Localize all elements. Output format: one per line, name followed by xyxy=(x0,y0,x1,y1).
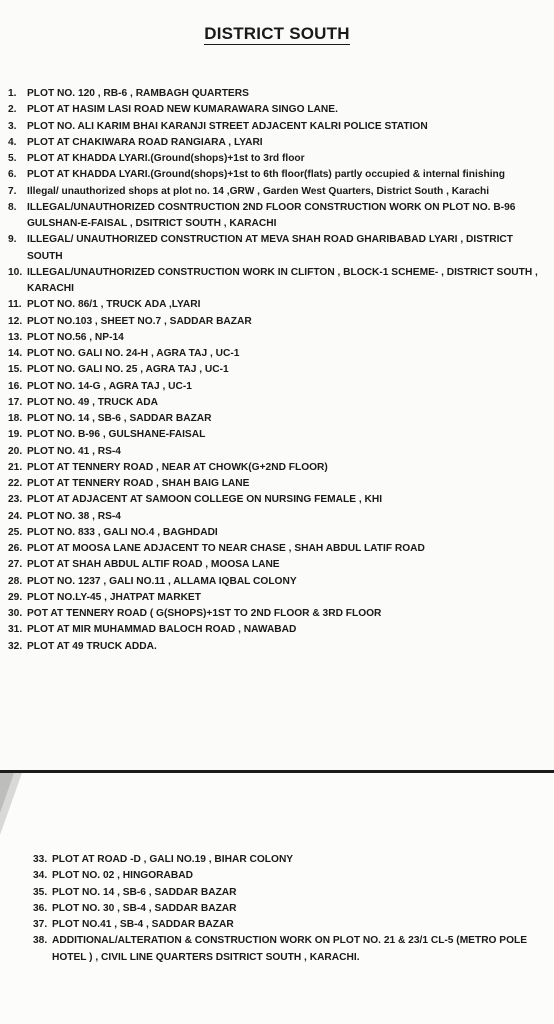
list-item xyxy=(8,200,548,233)
list-item xyxy=(8,574,548,590)
item-text: PLOT AT TENNERY ROAD , SHAH BAIG LANE xyxy=(27,478,250,489)
item-number: 22. xyxy=(8,478,23,489)
item-text: PLOT AT ADJACENT AT SAMOON COLLEGE ON NURSING FEMALE , KHI xyxy=(27,494,383,506)
list-item xyxy=(33,901,549,917)
item-text: ILLEGAL/UNAUTHORIZED COSNTRUCTION 2ND FLOOR CONSTRUCTION WORK ON PLOT NO. B-96 GULSHAN-E-FAISAL , DSITRICT SOUTH , KARACHI xyxy=(27,201,516,229)
item-number: 30. xyxy=(8,608,23,619)
list-item xyxy=(8,314,548,330)
item-number: 5. xyxy=(8,153,17,164)
item-text: PLOT NO. 14-G , AGRA TAJ , UC-1 xyxy=(27,380,192,392)
item-text: PLOT NO.103 , SHEET NO.7 , SADDAR BAZAR xyxy=(27,315,252,327)
item-number: 4. xyxy=(8,136,17,148)
item-text: PLOT NO.41 , SB-4 , SADDAR BAZAR xyxy=(52,919,234,930)
item-text: PLOT AT SHAH ABDUL ALTIF ROAD , MOOSA LANE xyxy=(27,559,280,571)
list-item xyxy=(8,232,548,265)
list-item xyxy=(8,525,548,541)
list-item xyxy=(8,151,548,167)
item-text: PLOT NO. GALI NO. 24-H , AGRA TAJ , UC-1 xyxy=(27,348,240,359)
item-number: 15. xyxy=(8,364,23,376)
item-number: 25. xyxy=(8,526,23,538)
item-number: 6. xyxy=(8,169,17,181)
item-text: PLOT NO. 14 , SB-6 , SADDAR BAZAR xyxy=(52,886,237,898)
item-text: PLOT AT 49 TRUCK ADDA. xyxy=(27,640,157,652)
item-number: 2. xyxy=(8,104,17,116)
list-item xyxy=(8,622,548,638)
page-title-text: DISTRICT SOUTH xyxy=(204,24,350,43)
plot-list-page-1 xyxy=(8,86,548,655)
list-item xyxy=(8,135,548,151)
item-text: PLOT NO. 86/1 , TRUCK ADA ,LYARI xyxy=(27,299,201,311)
item-text: PLOT NO. ALI KARIM BHAI KARANJI STREET ADJACENT KALRI POLICE STATION xyxy=(27,120,428,132)
item-text: PLOT NO. 30 , SB-4 , SADDAR BAZAR xyxy=(52,902,237,914)
item-number: 33. xyxy=(33,854,48,865)
item-number: 24. xyxy=(8,510,23,522)
list-item xyxy=(8,102,548,118)
list-item xyxy=(8,330,548,346)
list-item xyxy=(8,476,548,492)
item-text: PLOT NO.LY-45 , JHATPAT MARKET xyxy=(27,591,201,603)
item-number: 1. xyxy=(8,88,17,99)
item-number: 7. xyxy=(8,185,17,197)
item-number: 35. xyxy=(33,886,48,898)
item-text: PLOT NO. 49 , TRUCK ADA xyxy=(27,396,158,408)
list-item xyxy=(8,379,548,395)
item-number: 21. xyxy=(8,461,23,473)
item-number: 32. xyxy=(8,640,23,652)
list-item xyxy=(8,444,548,460)
item-number: 14. xyxy=(8,348,23,359)
item-text: POT AT TENNERY ROAD ( G(SHOPS)+1ST TO 2ND FLOOR & 3RD FLOOR xyxy=(27,608,382,619)
list-item xyxy=(8,297,548,313)
item-text: Illegal/ unauthorized shops at plot no. 14 ,GRW , Garden West Quarters, District South , Karachi xyxy=(27,185,490,197)
plot-list-page-2 xyxy=(33,852,549,966)
list-item xyxy=(8,167,548,183)
item-text: PLOT AT ROAD -D , GALI NO.19 , BIHAR COLONY xyxy=(52,854,294,865)
item-text: PLOT AT HASIM LASI ROAD NEW KUMARAWARA SINGO LANE. xyxy=(27,104,338,116)
item-text: PLOT AT KHADDA LYARI.(Ground(shops)+1st to 6th floor(flats) partly occupied & internal finishing xyxy=(27,169,505,181)
list-item xyxy=(8,557,548,573)
item-number: 29. xyxy=(8,591,23,603)
item-text: PLOT AT MIR MUHAMMAD BALOCH ROAD , NAWABAD xyxy=(27,624,297,636)
item-text: ILLEGAL/ UNAUTHORIZED CONSTRUCTION AT MEVA SHAH ROAD GHARIBABAD LYARI , DISTRICT SOUTH xyxy=(27,234,513,262)
list-item xyxy=(8,427,548,443)
item-number: 3. xyxy=(8,120,17,132)
item-number: 16. xyxy=(8,380,23,392)
list-item xyxy=(33,852,549,868)
item-number: 12. xyxy=(8,315,23,327)
item-text: PLOT NO. GALI NO. 25 , AGRA TAJ , UC-1 xyxy=(27,364,229,376)
item-text: PLOT NO. 14 , SB-6 , SADDAR BAZAR xyxy=(27,413,212,424)
list-item xyxy=(8,411,548,427)
item-number: 27. xyxy=(8,559,23,571)
list-item xyxy=(8,492,548,508)
item-number: 28. xyxy=(8,575,23,587)
page-corner-shadow xyxy=(0,773,30,843)
item-number: 13. xyxy=(8,331,23,343)
list-item xyxy=(8,509,548,525)
item-number: 11. xyxy=(8,299,22,311)
item-number: 8. xyxy=(8,201,17,213)
item-text: PLOT NO. 833 , GALI NO.4 , BAGHDADI xyxy=(27,526,218,538)
item-text: PLOT AT TENNERY ROAD , NEAR AT CHOWK(G+2ND FLOOR) xyxy=(27,461,328,473)
item-number: 9. xyxy=(8,234,17,246)
list-item xyxy=(33,933,549,966)
item-number: 18. xyxy=(8,413,23,424)
page-title xyxy=(0,24,554,44)
item-text: PLOT NO.56 , NP-14 xyxy=(27,331,124,343)
item-text: PLOT AT CHAKIWARA ROAD RANGIARA , LYARI xyxy=(27,136,263,148)
list-item xyxy=(33,917,549,933)
list-item xyxy=(8,184,548,200)
item-number: 19. xyxy=(8,429,23,441)
item-number: 10. xyxy=(8,266,23,278)
item-number: 38. xyxy=(33,935,48,947)
item-number: 37. xyxy=(33,919,48,930)
item-text: PLOT NO. 1237 , GALI NO.11 , ALLAMA IQBAL COLONY xyxy=(27,575,297,587)
item-text: PLOT NO. 38 , RS-4 xyxy=(27,510,121,522)
list-item xyxy=(8,395,548,411)
list-item xyxy=(8,590,548,606)
list-item xyxy=(8,346,548,362)
item-number: 36. xyxy=(33,902,48,914)
item-number: 26. xyxy=(8,543,23,554)
item-number: 31. xyxy=(8,624,23,636)
item-text: PLOT AT KHADDA LYARI.(Ground(shops)+1st to 3rd floor xyxy=(27,153,305,164)
item-text: ADDITIONAL/ALTERATION & CONSTRUCTION WORK ON PLOT NO. 21 & 23/1 CL-5 (METRO POLE HOTEL ) , CIVIL LINE QUARTERS DSITRICT SOUTH , KARACHI. xyxy=(52,935,528,963)
item-text: PLOT NO. B-96 , GULSHANE-FAISAL xyxy=(27,429,206,441)
item-number: 23. xyxy=(8,494,23,506)
list-item xyxy=(8,86,548,102)
item-number: 17. xyxy=(8,396,23,408)
list-item xyxy=(8,639,548,655)
item-text: ILLEGAL/UNAUTHORIZED CONSTRUCTION WORK IN CLIFTON , BLOCK-1 SCHEME- , DISTRICT SOUTH , KARACHI xyxy=(27,266,538,294)
list-item xyxy=(8,362,548,378)
list-item xyxy=(8,606,548,622)
list-item xyxy=(8,119,548,135)
list-item xyxy=(8,265,548,298)
list-item xyxy=(8,541,548,557)
list-item xyxy=(8,460,548,476)
item-text: PLOT AT MOOSA LANE ADJACENT TO NEAR CHASE , SHAH ABDUL LATIF ROAD xyxy=(27,543,425,554)
item-text: PLOT NO. 02 , HINGORABAD xyxy=(52,870,193,882)
list-item xyxy=(33,868,549,884)
item-text: PLOT NO. 41 , RS-4 xyxy=(27,445,121,457)
item-text: PLOT NO. 120 , RB-6 , RAMBAGH QUARTERS xyxy=(27,88,249,99)
list-item xyxy=(33,885,549,901)
item-number: 34. xyxy=(33,870,48,882)
item-number: 20. xyxy=(8,445,23,457)
